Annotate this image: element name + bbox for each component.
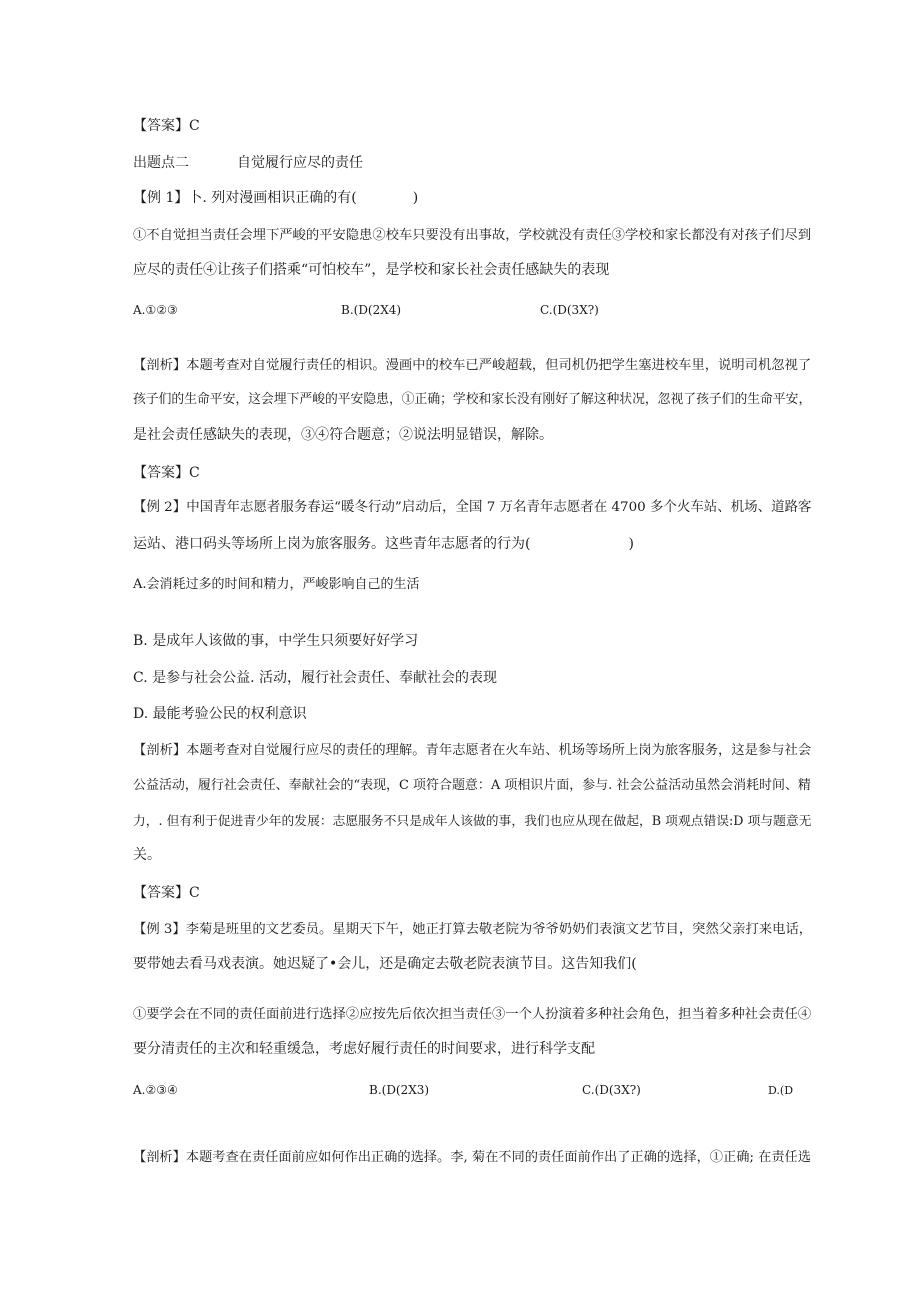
example-1-statements-line-2: 应尽的责任④让孩子们搭乘“可怕校车”，是学校和家长社会责任感缺失的表现	[133, 262, 610, 278]
example-2-question-line-1: 【例 2】中国青年志愿者服务春运“暖冬行动”启动后，全国 7 万名青年志愿者在 4700 多个火车站、机场、道路客	[133, 500, 812, 515]
section-heading	[133, 153, 363, 173]
example-2-option-c: C. 是参与社会公益. 活动，履行社会责任、奉献社会的表现	[133, 670, 498, 686]
example-2-analysis-line-1: 【剖析】本题考查对自觉履行应尽的责任的理解。青年志愿者在火车站、机场等场所上岗为旅客服务，这是参与社会	[133, 743, 812, 758]
example-3-question-line-1: 【例 3】李菊是班里的文艺委员。星期天下午，她正打算去敬老院为爷爷奶奶们表演文艺节目，突然父亲打来电话，	[133, 922, 813, 937]
example-3-analysis-line-1: 【剖析】本题考查在责任面前应如何作出正确的选择。李, 菊在不同的责任面前作出了正确的选择，①正确; 在责任选	[133, 1150, 811, 1165]
example-2-option-d: D. 最能考验公民的权利意识	[133, 706, 307, 722]
answer-line-3: 【答案】C	[133, 885, 200, 901]
example-3-statements-line-1: ①要学会在不同的责任面前进行选择②应按先后依次担当责任③一个人扮演着多种社会角色，担当着多种社会责任④	[133, 1007, 812, 1022]
example-1-analysis-line-1: 【剖析】本题考查对自觉履行责任的相识。漫画中的校车已严峻超载，但司机仍把学生塞进校车里，说明司机忽视了	[133, 358, 812, 373]
example-1-option-c: C.(D(3X?)	[540, 303, 599, 317]
example-1-question: 【例 1】卜. 列对漫画相识正确的有( )	[133, 190, 419, 206]
example-1-option-b: B.(D(2X4)	[341, 303, 402, 317]
example-3-option-b: B.(D(2X3)	[369, 1083, 430, 1097]
example-2-analysis-line-2: 公益活动，履行社会责任、奉献社会的“表现，C 项符合题意：A 项相识片面，参与. 社会公益活动虽然会消耗时间、精	[133, 778, 811, 793]
example-3-option-c: C.(D(3X?)	[582, 1083, 641, 1097]
example-3-option-d: D.(D	[768, 1084, 794, 1097]
example-3-option-a: A.②③④	[133, 1083, 178, 1097]
section-number: 出题点二	[133, 155, 189, 171]
example-2-option-b: B. 是成年人该做的事，中学生只须要好好学习	[133, 633, 419, 649]
section-title: 自觉履行应尽的责任	[237, 155, 363, 171]
example-1-option-a: A.①②③	[133, 303, 178, 317]
example-2-question-line-2: 运站、港口码头等场所上岗为旅客服务。这些青年志愿者的行为( )	[133, 536, 634, 552]
example-3-question-line-2: 要带她去看马戏表演。她迟疑了•会儿，还是确定去敬老院表演节目。这告知我们(	[133, 956, 637, 972]
example-3-statements-line-2: 要分清责任的主次和轻重缓急，考虑好履行责任的时间要求，进行科学支配	[133, 1041, 595, 1057]
example-2-analysis-line-4: 关。	[133, 847, 161, 863]
example-2-option-a: A.会消耗过多的时间和精力，严峻影响自己的生活	[133, 577, 420, 592]
answer-line-2: 【答案】C	[133, 465, 200, 481]
example-1-analysis-line-3: 是社会责任感缺失的表现，③④符合题意；②说法明显错误，解除。	[133, 427, 553, 443]
example-1-statements-line-1: ①不自觉担当责任会埋下严峻的平安隐患②校车只要没有出事故，学校就没有责任③学校和家长都没有对孩子们尽到	[133, 228, 812, 243]
example-2-analysis-line-3: 力，. 但有利于促进青少年的发展：志愿服务不只是成年人该做的事，我们也应从现在做起，B 项观点错误:D 项与题意无	[133, 814, 812, 829]
answer-line-1: 【答案】C	[133, 118, 200, 134]
example-1-analysis-line-2: 孩子们的生命平安，这会埋下严峻的平安隐患，①正确；学校和家长没有刚好了解这种状况，忽视了孩子们的生命平安，	[133, 392, 812, 407]
